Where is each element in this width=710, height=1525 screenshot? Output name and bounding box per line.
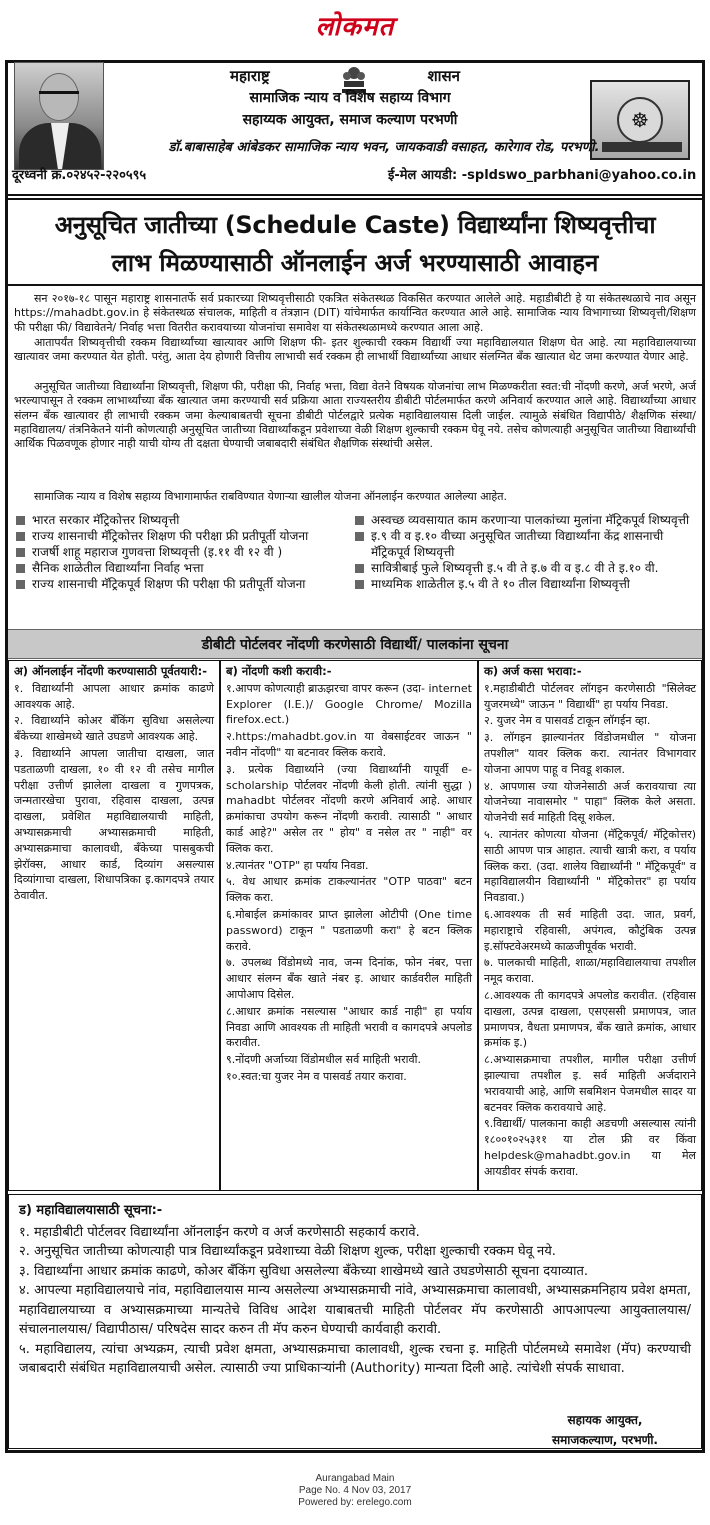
scheme-item: राज्य शासनाची मॅट्रिकोत्तर शिक्षण फी परीक्षा फ्री प्रतीपूर्ती योजना	[14, 528, 344, 544]
intro-paragraph-2: आतापर्यंत शिष्यवृत्तीची रक्कम विद्यार्थ्यांच्या खात्यावर आणि शिक्षण फी- इतर शुल्काची रक्कम विद्यार्थी ज्या महाविद्यालयात शिक्षण घेत आहे. त्या महाविद्यालयाच्या खात्यावर जमा करण्यात येत होती. परंतु, आता देय होणारी वित्तीय लाभाची सर्व रक्कम ही लाभार्थी विद्यार्थ्यांच्या आधार संलग्नित बँक खात्यात थेट जमा करण्यात येणार आहे.	[14, 336, 696, 364]
instruction-item: १०.स्वत:चा युजर नेम व पासवर्ड तयार करावा.	[226, 1069, 407, 1083]
instruction-item: २. युजर नेम व पासवर्ड टाकून लॉगईन व्हा.	[484, 714, 651, 728]
column-heading: क) अर्ज कसा भरावा:-	[484, 664, 582, 678]
notice-title-line1: अनुसूचित जातीच्या (Schedule Caste) विद्यार्थ्यांना शिष्यवृत्तीचा	[54, 211, 656, 239]
intro-paragraph-4: सामाजिक न्याय व विशेष सहाय्य विभागामार्फत राबविण्यात येणाऱ्या खालील योजना ऑनलाईन करण्यात आलेल्या आहेत.	[34, 490, 508, 503]
instruction-item: २. विद्यार्थ्यांने कोअर बॅंकिंग सुविधा असलेल्या बँकेच्या शाखेमध्ये खाते उघडणे आवश्यक आहे.	[14, 714, 214, 744]
college-instruction-list	[19, 1223, 691, 1379]
college-instruction-item: ५. महाविद्यालय, त्यांचा अभ्यक्रम, त्याची प्रवेश क्षमता, अभ्यासक्रमाचा कालावधी, शुल्क रचना इ. माहिती पोर्टलमध्ये समावेश (मॅप) करण्याची जबाबदारी संबंधित महाविद्यालयाची असेल. त्यासाठी ज्या प्राधिकाऱ्यांनी (Authority) मान्यता दिली आहे. त्यांचेशी संपर्क साधावा.	[19, 1341, 691, 1376]
signoff-office: समाजकल्याण, परभणी.	[552, 1433, 658, 1447]
instruction-item: ८.आवश्यक ती कागदपत्रे अपलोड करावीत. (रहिवास दाखला, उत्पन्न दाखला, एसएससी प्रमाणपत्र, जात प्रमाणपत्र, वैधता प्रमाणपत्र, बँक खाते क्रमांक, आधार क्रमांक इ.)	[484, 988, 696, 1050]
header-department: सामाजिक न्याय व विशेष सहाय्य विभाग	[249, 90, 451, 106]
portrait-photo	[14, 62, 104, 170]
instruction-item: १.आपण कोणत्याही ब्राऊझरचा वापर करून (उदा- internet Explorer (I.E.)/ Google Chrome/ Mozilla firefox.ect.)	[226, 681, 472, 727]
instruction-item: ६.आवश्यक ती सर्व माहिती उदा. जात, प्रवर्ग, महाराष्ट्राचे रहिवासी, अपंगत्व, कौटुंबिक उत्पन्न इ.सॉफ्टवेअरमध्ये काळजीपूर्वक भरावी.	[484, 907, 696, 953]
header-state	[230, 66, 460, 86]
scheme-item: राजर्षी शाहू महाराज गुणवत्ता शिष्यवृत्ती (इ.११ वी १२ वी )	[14, 544, 344, 560]
divider	[8, 198, 702, 200]
instruction-item: १. विद्यार्थ्यांनी आपला आधार क्रमांक काढणे आवश्यक आहे.	[14, 681, 214, 711]
instruction-item: ७. उपलब्ध विंडोमध्ये नाव, जन्म दिनांक, फोन नंबर, पत्ता आधार संलग्न बँक खाते नंबर इ. आधार कार्डवरील माहिती आपोआप दिसेल.	[226, 956, 472, 1001]
footer-powered-by: Powered by: erelego.com	[298, 1497, 412, 1508]
column-preparation	[8, 660, 220, 1191]
college-instruction-item: ४. आपल्या महाविद्यालयाचे नांव, महाविद्यालयास मान्य असलेल्या अभ्यासक्रमाची नांवे, अभ्यासक्रमाचा कालावधी, अभ्यासक्रमनिहाय प्रवेश क्षमता, महाविद्यालयाच्या व अभ्यासक्रमाच्या मान्यतेचे विविध आदेश याबाबतची माहिती पोर्टलवर मॅप करणेसाठी आपआपल्या आयुक्तालयास/ संचालनालयास/ विद्यापीठास/ परिषदेस सादर करुन ती मॅप करुन घेण्याची कार्यवाही करावी.	[19, 1283, 691, 1337]
college-instruction-item: ३. विद्यार्थ्यांना आधार क्रमांक काढणे, कोअर बॅंकिंग सुविधा असलेल्या बँकेच्या शाखेमध्ये खाते उघडणेसाठी सूचना दयाव्यात.	[19, 1263, 588, 1279]
scheme-item: राज्य शासनाची मॅट्रिकपूर्व शिक्षण फी परीक्षा फी प्रतीपूर्ती योजना	[14, 576, 344, 592]
intro-paragraph-3: अनुसूचित जातीच्या विद्यार्थ्यांना शिष्यवृत्ती, शिक्षण फी, परीक्षा फी, निर्वाह भत्ता, विद्या वेतने विषयक योजनांचा लाभ मिळण्करीता स्वत:ची नोंदणी करणे, अर्ज भरणे, अर्ज भरल्यापासून ते रक्कम लाभार्थ्यांच्या बँक खात्यात जमा करण्याची सर्व प्रक्रिया आता राज्यस्तरीय डीबीटी पोर्टलमार्फत करणे अनिवार्य करण्यात आले आहे. विद्यार्थ्यांच्या आधार संलग्न बँक खात्यावर ही लाभाची रक्कम जमा केल्याबाबतची सूचना डीबीटी पोर्टलद्वारे प्रत्येक महाविद्यालयास दिली जाईल. त्यामुळे संबंधित विद्यापीठे/ शैक्षणिक संस्था/ महाविद्यालय/ तंत्रनिकेतने यांनी कोणत्याही अनुसूचित जातीच्या विद्यार्थ्यांकडून प्रवेशाच्या वेळी शिक्षण शुल्काची रक्कम घेवू नये. तसेच कोणत्याही अनुसूचित जातीच्या विद्यार्थ्यांची आर्थिक पिळवणूक होणार नाही याची योग्य ती दक्षता घेण्याची जबाबदारी संबंधित शैक्षणिक संस्थांची असेल.	[14, 380, 696, 451]
header-office: सहाय्यक आयुक्त, समाज कल्याण परभणी	[242, 112, 458, 128]
instruction-item: ७. पालकाची माहिती, शाळा/महाविद्यालयाचा तपशील नमूद करावा.	[484, 956, 696, 986]
notice-title-line2: लाभ मिळण्यासाठी ऑनलाईन अर्ज भरण्यासाठी आवाहन	[111, 249, 599, 277]
instruction-item: ६.मोबाईल क्रमांकावर प्राप्त झालेला ओटीपी (One time password) टाकून " पडताळणी करा" हे बटन क्लिक करावे.	[226, 907, 472, 953]
college-instruction-item: २. अनुसूचित जातीच्या कोणत्याही पात्र विद्यार्थ्यांकडून प्रवेशाच्या वेळी शिक्षण शुल्क, परीक्षा शुल्काची रक्कम घेवू नये.	[19, 1244, 556, 1259]
instruction-item: ९.विद्यार्थी/ पालकाना काही अडचणी असल्यास त्यांनी १८००१०२५३११ या टोल फ्री वर किंवा helpdesk@mahadbt.gov.in या मेल आयडीवर संपर्क करावा.	[484, 1117, 696, 1178]
college-instructions-heading: ड) महाविद्यालयासाठी सूचना:-	[19, 1203, 163, 1218]
signoff	[520, 1410, 690, 1450]
instruction-item: ५. त्यानंतर कोणत्या योजना (मॅट्रिकपूर्व/ मॅट्रिकोत्तर) साठी आपण पात्र आहात. त्याची खात्री करा, व पर्याय क्लिक करा. (उदा. शालेय विद्यार्थ्यांनी " मॅट्रिकपूर्व" व महाविद्यालयीन विद्यार्थ्यांनी " मॅट्रिकोत्तर" हा पर्याय निवडावा.)	[484, 827, 696, 905]
scheme-list-right	[353, 512, 701, 592]
instruction-item: १.महाडीबीटी पोर्टलवर लॉगइन करणेसाठी "सिलेक्ट युजरमध्ये" जाऊन " विद्यार्थी" हा पर्याय निवडा.	[484, 681, 696, 711]
divider	[8, 284, 702, 286]
signoff-title: सहायक आयुक्त,	[567, 1413, 643, 1427]
column-registration	[220, 660, 478, 1191]
instruction-item: ३. प्रत्येक विद्यार्थ्याने (ज्या विद्यार्थ्यांनी यापूर्वी e-scholarship पोर्टलवर नोंदणी केली होती. त्यांनी सुद्धा ) mahadbt पोर्टलवर नोंदणी करणे अनिवार्य आहे. आधार क्रमांकाचा उपयोग करून नोंदणी करावी. त्यासाठी " आधार कार्ड आहे?" असेल तर " होय" व नसेल तर " नाही" वर क्लिक करा.	[226, 762, 472, 855]
instruction-item: ८.अभ्यासक्रमाचा तपशील, मागील परीक्षा उत्तीर्ण झाल्याचा तपशील इ. सर्व माहिती अर्जदाराने भरावयाची आहे, आणि सबमिशन पेजमधील सादर या बटनवर क्लिक करावयाचे आहे.	[484, 1053, 696, 1114]
instruction-item: ९.नोंदणी अर्जाच्या विंडोमधील सर्व माहिती भरावी.	[226, 1053, 421, 1067]
header-state-left: महाराष्ट्र	[230, 67, 270, 85]
instruction-item: ३. लॉगइन झाल्यानंतर विंडोजमधील " योजना तपशील" यावर क्लिक करा. त्यानंतर विभागवार योजना आपण पाहू व निवडू शकाल.	[484, 731, 696, 776]
intro-paragraph-1: सन २०१७-१८ पासून महाराष्ट्र शासनातर्फे सर्व प्रकारच्या शिष्यवृत्तीसाठी एकत्रित संकेतस्थळ विकसित करण्यात आलेले आहे. महाडीबीटी हे या संकेतस्थळाचे नाव असून https://mahadbt.gov.in हे संकेतस्थळ संचालक, माहिती व तंत्रज्ञान (DIT) यांचेमार्फत कार्यान्वित करण्यात आले आहे. सामाजिक न्याय विभागाच्या शिष्यवृत्ती/शिक्षण फी परीक्षा फी/ विद्यावेतने/ निर्वाह भत्ता वितरीत करावयाच्या योजनांचा समावेश या संकेतस्थळामध्ये करण्यात आला आहे.	[14, 292, 696, 334]
column-application	[478, 660, 702, 1191]
column-heading: ब) नोंदणी कशी करावी:-	[226, 664, 332, 678]
masthead	[0, 4, 710, 46]
dbt-instructions-heading: डीबीटी पोर्टलवर नोंदणी करणेसाठी विद्यार्थी/ पालकांना सूचना	[8, 629, 702, 659]
header-phone: दूरध्वनी क्र.०२४५२-२२०५९५	[12, 168, 147, 183]
instruction-item: ४.त्यानंतर "OTP" हा पर्याय निवडा.	[226, 858, 369, 872]
scheme-item: भारत सरकार मॅट्रिकोत्तर शिष्यवृत्ती	[14, 512, 344, 528]
scheme-item: माध्यमिक शाळेतील इ.५ वी ते १० तील विद्यार्थ्यांना शिष्यवृत्ती	[353, 576, 701, 592]
column-heading: अ) ऑनलाईन नोंदणी करण्यासाठी पूर्वतयारी:-	[14, 664, 208, 678]
instruction-item: ८.आधार क्रमांक नसल्यास "आधार कार्ड नाही" हा पर्याय निवडा आणि आवश्यक ती माहिती भरावी व कागदपत्रे अपलोड करावीत.	[226, 1004, 472, 1050]
instruction-item: २.https:/mahadbt.gov.in या वेबसाईटवर जाऊन " नवीन नोंदणी" या बटनावर क्लिक करावे.	[226, 730, 472, 759]
header-state-right: शासन	[427, 67, 460, 85]
scheme-item: इ.९ वी व इ.१० वीच्या अनुसूचित जातीच्या विद्यार्थ्यांना केंद्र शासनाची मॅट्रिकपूर्व शिष्यवृत्ती	[353, 528, 701, 560]
footer-page-date: Page No. 4 Nov 03, 2017	[298, 1485, 412, 1496]
footer-edition: Aurangabad Main	[315, 1473, 395, 1484]
newspaper-logo: लोकमत	[315, 12, 395, 42]
college-instruction-item: १. महाडीबीटी पोर्टलवर विद्यार्थ्यांना ऑनलाईन करणे व अर्ज करणेसाठी सहकार्य करावे.	[19, 1224, 420, 1240]
instruction-item: ४. आपणास ज्या योजनेसाठी अर्ज करावयाचा त्या योजनेच्या नावासमोर " पाहा" क्लिक केले असता. योजनेची सर्व माहिती दिसू शकेल.	[484, 779, 696, 825]
department-seal-icon: ☸	[590, 80, 690, 160]
scheme-item: सैनिक शाळेतील विद्यार्थ्यांना निर्वाह भत्ता	[14, 560, 344, 576]
scheme-item: सावित्रीबाई फुले शिष्यवृत्ती इ.५ वी ते इ.७ वी व इ.८ वी ते इ.१० वी.	[353, 560, 701, 576]
header-email: ई-मेल आयडी: -spldswo_parbhani@yahoo.co.in	[388, 168, 697, 183]
instruction-item: ५. वेध आधार क्रमांक टाकल्यानंतर "OTP पाठवा" बटन क्लिक करा.	[226, 875, 472, 905]
page-footer	[0, 1473, 710, 1509]
divider	[8, 194, 702, 196]
scheme-item: अस्वच्छ व्यवसायात काम करणाऱ्या पालकांच्या मुलांना मॅट्रिकपूर्व शिष्यवृत्ती	[353, 512, 701, 528]
instruction-item: ३. विद्यार्थ्याने आपला जातीचा दाखला, जात पडताळणी दाखला, १० वी १२ वी तसेच मागील परीक्षा उत्तीर्ण झालेला दाखला व गुणपत्रक, जन्मतारखेचा पुरावा, रहिवास दाखला, उत्पन्न दाखला, प्रवेशित महाविद्यालयाची माहिती, अभ्यासक्रमाची अभ्यासक्रमाची माहिती, अभ्यासक्रमाचा कालावधी, बँकेच्या पासबुकची झेरॉक्स, आधार कार्ड, दिव्यांग असल्यास दिव्यांगाचा दाखला, शिधापत्रिका इ.कागदपत्रे तयार ठेवावीत.	[14, 746, 214, 903]
header-address: डॉ.बाबासाहेब आंबेडकर सामाजिक न्याय भवन, जायकवाडी वसाहत, कारेगाव रोड, परभणी.	[168, 140, 600, 155]
scheme-list-left	[14, 512, 344, 592]
